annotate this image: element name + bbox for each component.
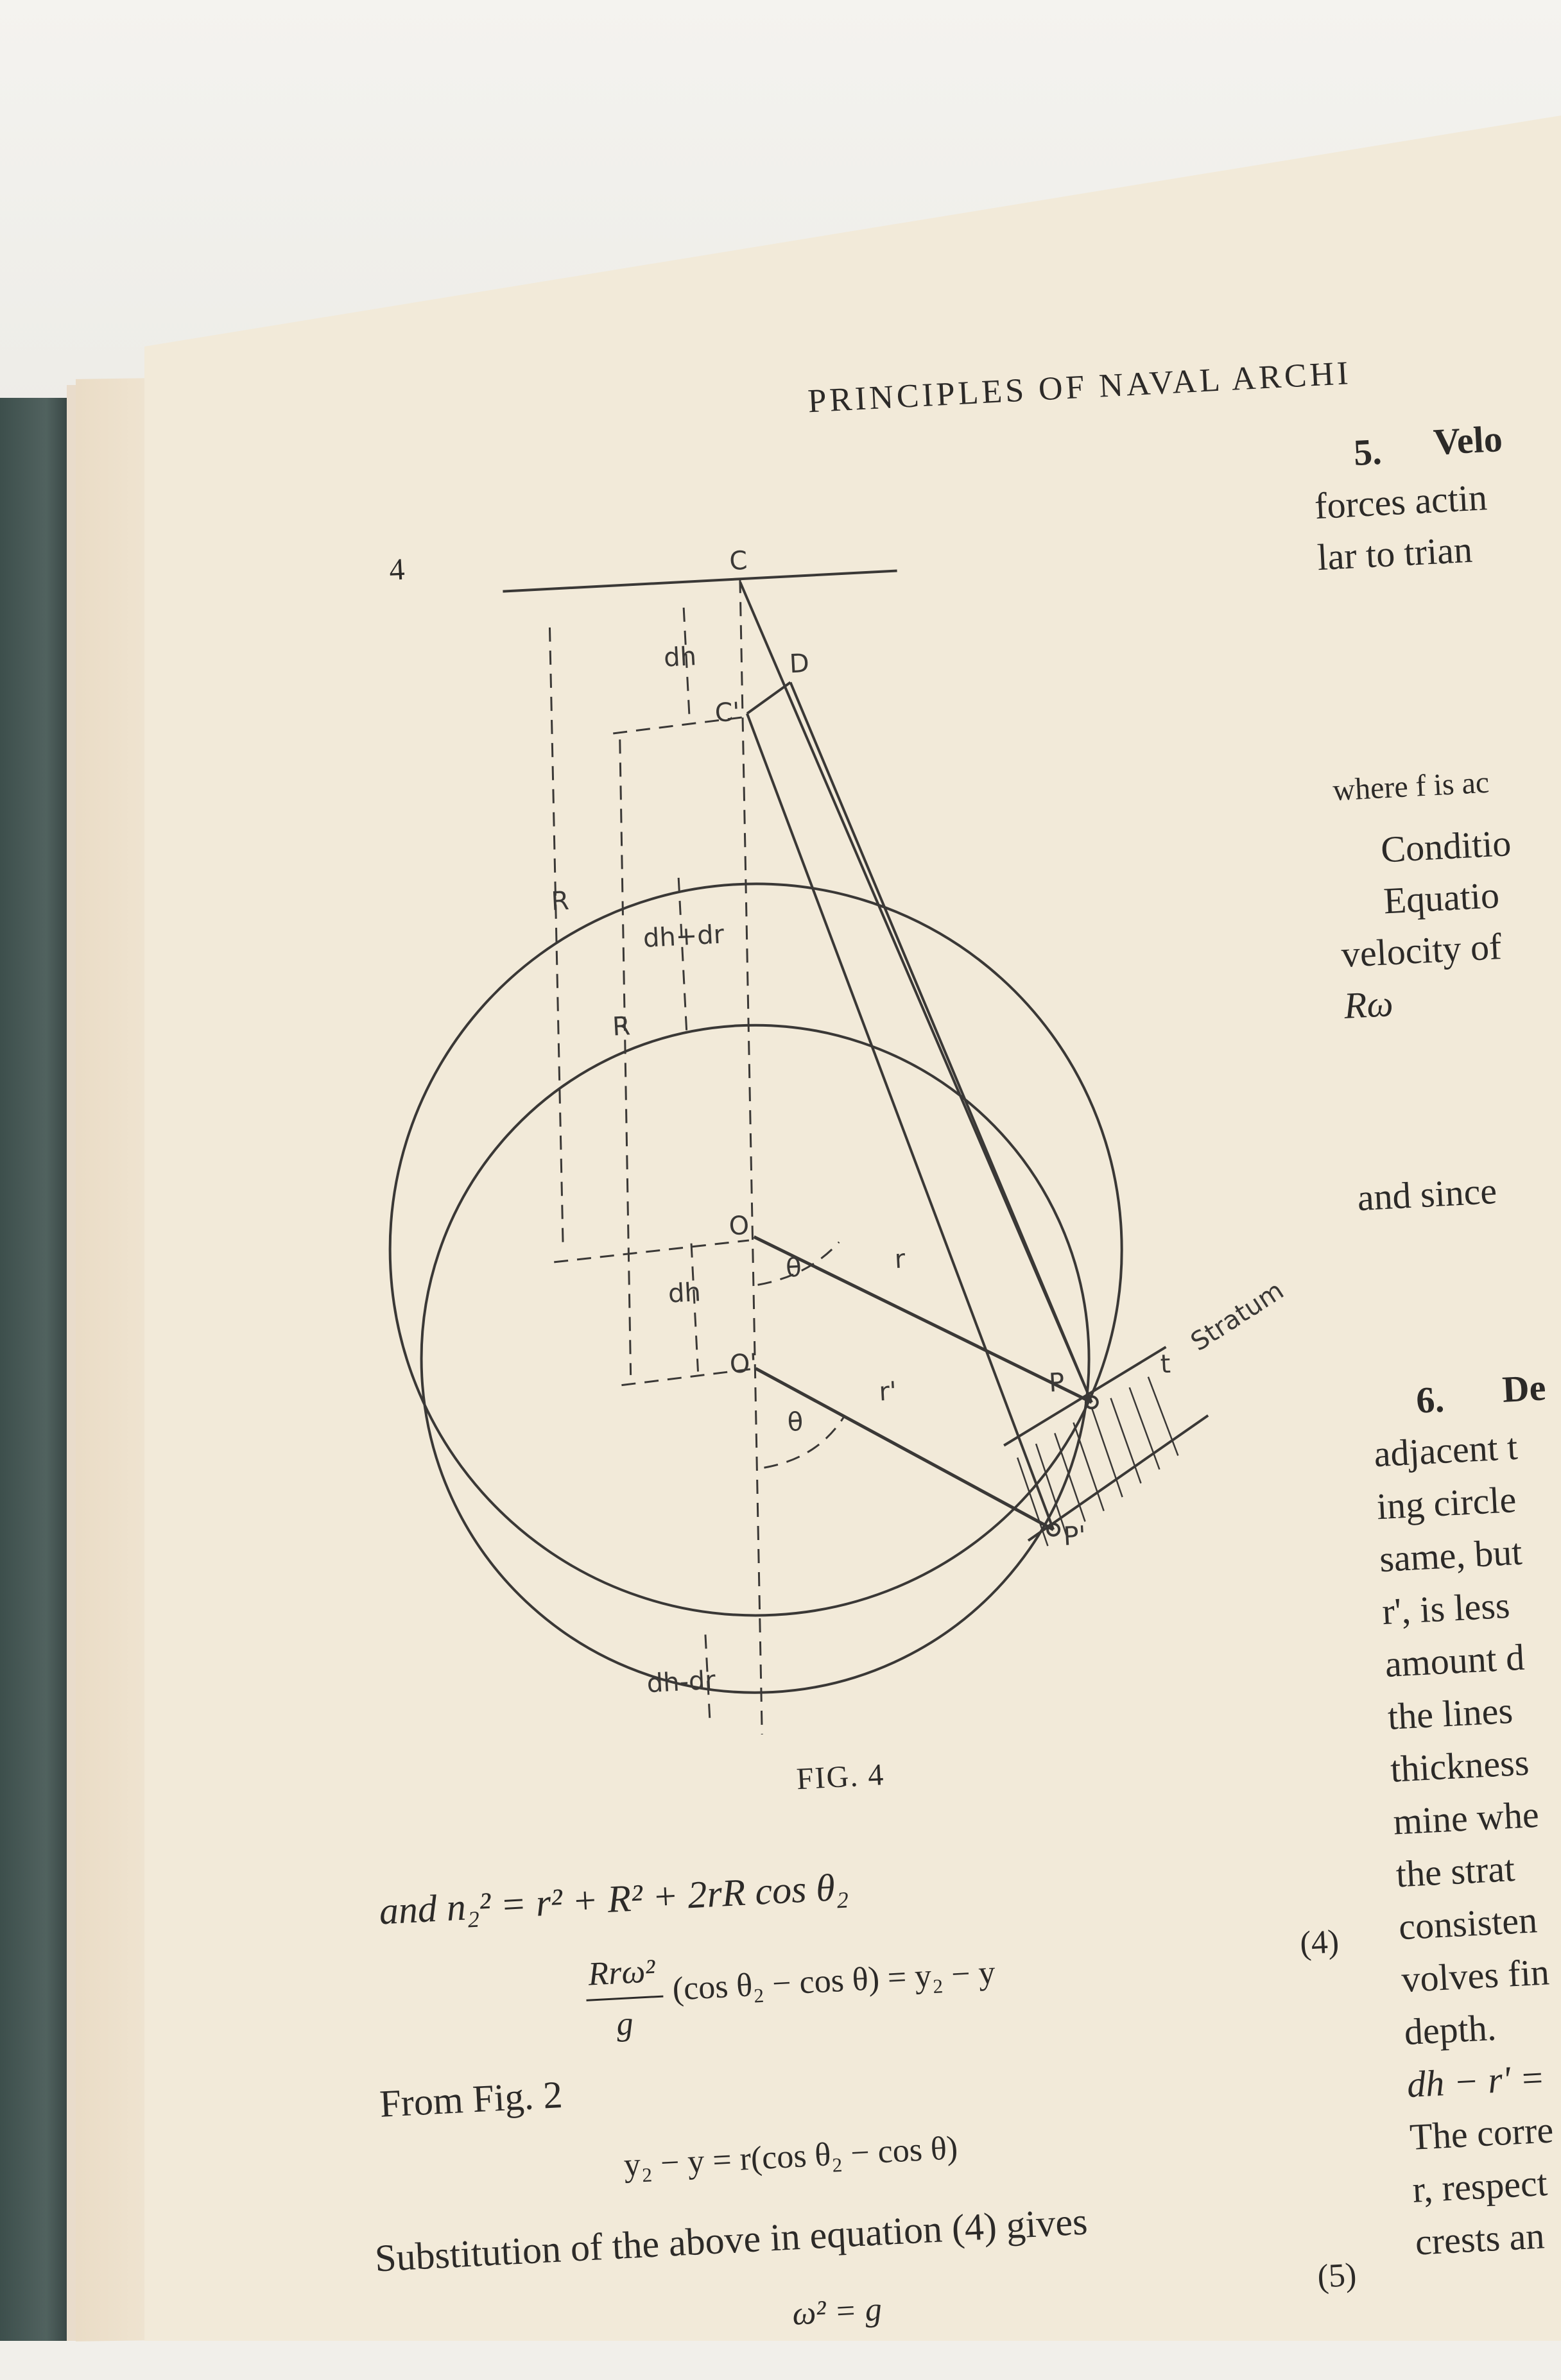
equation-5-partial: ω² = g [791, 2291, 883, 2333]
right-line: crests an [1414, 2214, 1546, 2263]
o-horizontal [553, 1240, 750, 1262]
equation-4-denominator: g [616, 2005, 635, 2043]
label-r-inner: R [611, 1011, 632, 1042]
label-o-prime: O' [729, 1348, 758, 1380]
dim-line-r-inner [598, 739, 653, 1374]
right-line: Equatio [1382, 874, 1501, 922]
label-stratum: Stratum [1186, 1276, 1289, 1357]
radius-r-prime [755, 1353, 1053, 1545]
right-line: r', is less [1381, 1584, 1511, 1633]
running-head: PRINCIPLES OF NAVAL ARCHI [807, 355, 1352, 420]
substitution-text: Substitution of the above in equation (4) gives [374, 2200, 1089, 2280]
right-line: amount d [1384, 1636, 1526, 1685]
equation-y2: y₂ − y = r(cos θ₂ − cos θ) [623, 2129, 959, 2184]
vertical-centerline [702, 579, 800, 1734]
label-dh-minus-dr: dh-dr [646, 1665, 716, 1699]
right-line: Rω [1343, 982, 1395, 1027]
line-d-p [790, 669, 1091, 1416]
section-6-number: 6. [1415, 1378, 1445, 1421]
top-horizontal-line [503, 570, 897, 591]
page-number: 4 [388, 552, 406, 587]
figure-caption: FIG. 4 [795, 1758, 886, 1797]
label-r: r [893, 1244, 906, 1275]
and-since-line: and since [1356, 1169, 1498, 1219]
theta-arc-2 [762, 1416, 848, 1468]
where-line: where f is ac [1332, 765, 1490, 808]
right-line: r, respect [1411, 2161, 1549, 2211]
label-dh-mid: dh [667, 1278, 702, 1309]
label-theta-2: θ [786, 1407, 804, 1438]
radius-r [754, 1220, 1092, 1419]
right-line: The corre [1408, 2109, 1555, 2158]
dim-line-r-outer [531, 628, 583, 1250]
section-5-heading: Velo [1432, 417, 1504, 463]
label-d: D [788, 648, 810, 680]
equation-4-body: (cos θ₂ − cos θ) = y₂ − y [671, 1954, 996, 2008]
right-line: dh − r' = [1406, 2056, 1546, 2106]
equation-4-numerator: Rrω² [587, 1953, 657, 1993]
label-p: P [1048, 1367, 1065, 1398]
section-6-heading: De [1501, 1366, 1547, 1410]
right-line: lar to trian [1316, 528, 1474, 579]
equation-4-number: (4) [1298, 1923, 1340, 1962]
label-p-prime: P' [1062, 1521, 1087, 1552]
right-line: ing circle [1376, 1478, 1517, 1528]
right-line: depth. [1403, 2006, 1497, 2053]
label-c: C [729, 545, 748, 577]
line-c-p [740, 566, 1092, 1418]
label-r-prime: r' [878, 1376, 898, 1407]
label-c-prime: C' [714, 697, 741, 728]
label-theta-1: θ [785, 1253, 802, 1283]
right-line: the lines [1386, 1689, 1514, 1738]
right-line: mine whe [1392, 1793, 1540, 1843]
right-line: the strat [1395, 1847, 1516, 1896]
section-5-number: 5. [1352, 430, 1383, 474]
label-o: O [728, 1210, 750, 1242]
dim-line-dh-dr [678, 878, 687, 1032]
right-line: thickness [1389, 1741, 1530, 1790]
right-line: volves fin [1400, 1951, 1551, 2001]
right-line: Conditio [1379, 822, 1512, 871]
right-line: same, but [1378, 1530, 1523, 1580]
right-line: consisten [1397, 1899, 1539, 1948]
from-fig-2: From Fig. 2 [378, 2073, 564, 2125]
right-line: forces actin [1313, 476, 1488, 527]
right-line: velocity of [1340, 925, 1503, 976]
equation-5-number: (5) [1316, 2256, 1358, 2295]
label-dh-plus-dr: dh+dr [642, 920, 725, 954]
label-t: t [1159, 1349, 1171, 1380]
label-dh-top: dh [663, 642, 698, 673]
right-line: adjacent t [1372, 1425, 1519, 1475]
label-r-outer: R [550, 886, 570, 917]
line-cprime-d [746, 682, 792, 714]
equation-n2: and n₂² = r² + R² + 2rR cos θ₂ [378, 1865, 850, 1933]
